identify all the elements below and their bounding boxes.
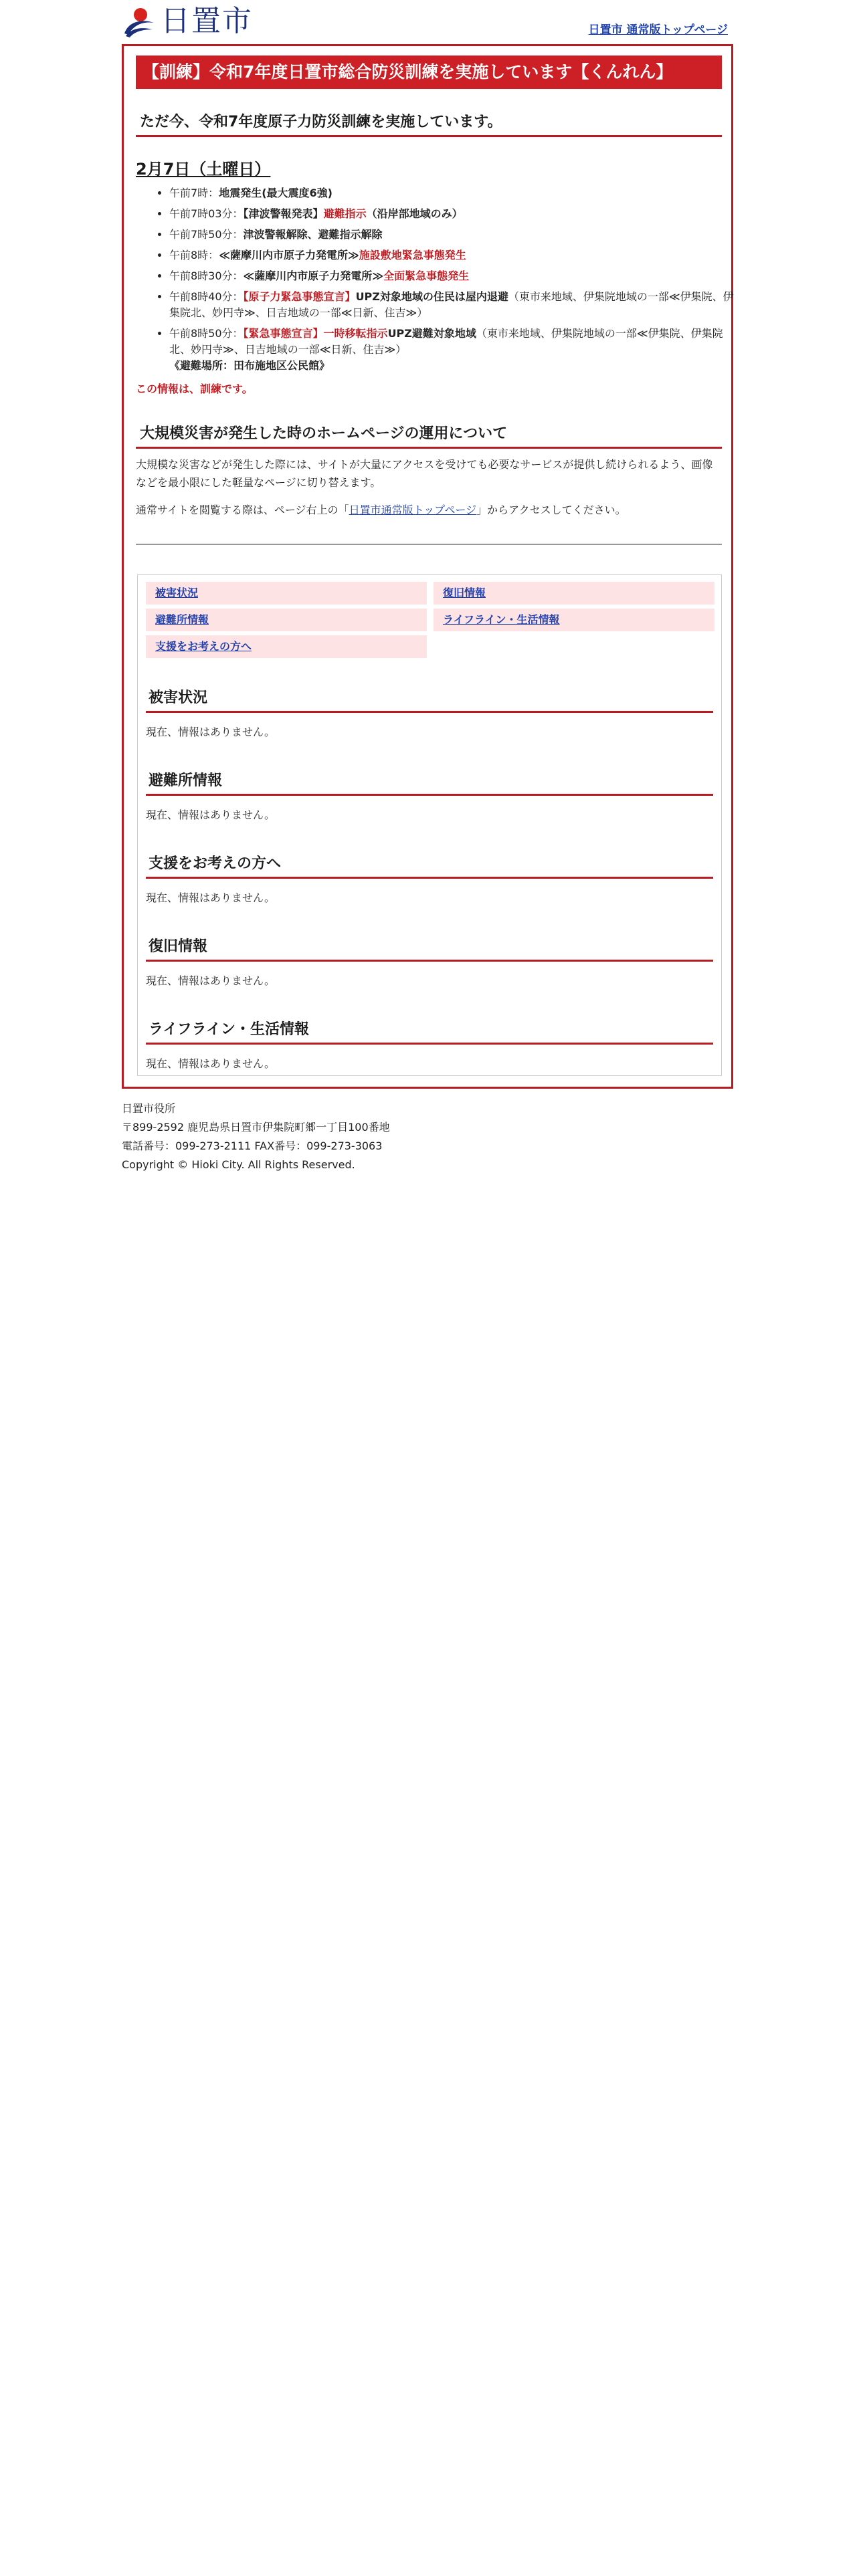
training-banner-title: 【訓練】令和7年度日置市総合防災訓練を実施しています【くんれん】 bbox=[136, 56, 722, 89]
recovery-section-heading: 復旧情報 bbox=[146, 935, 713, 962]
menu-damage-link[interactable]: 被害状況 bbox=[146, 582, 427, 605]
footer-copyright: Copyright © Hioki City. All Rights Reserved. bbox=[122, 1158, 355, 1171]
recovery-section-text: 現在、情報はありません。 bbox=[146, 974, 275, 987]
divider bbox=[136, 544, 722, 545]
timeline-item: • 午前8時40分：【原子力緊急事態宣言】UPZ対象地域の住民は屋内退避（東市来地域、伊集院地域の一部≪伊集院、伊集院北、妙円寺≫、日吉地域の一部≪日新、住吉≫） bbox=[169, 289, 738, 321]
operation-description: 大規模な災害などが発生した際には、サイトが大量にアクセスを受けても必要なサービスが提供し続けられるよう、画像などを最小限にした軽量なページに切り替えます。 bbox=[136, 458, 713, 489]
site-footer bbox=[122, 1099, 390, 1174]
shelter-section-text: 現在、情報はありません。 bbox=[146, 809, 275, 821]
menu-recovery-link[interactable]: 復旧情報 bbox=[434, 582, 714, 605]
timeline-item: • 午前8時50分：【緊急事態宣言】一時移転指示UPZ避難対象地域（東市来地域、伊集院地域の一部≪伊集院、伊集院北、妙円寺≫、日吉地域の一部≪日新、住吉≫） 《避難場所：田布施地区公民館》 bbox=[169, 326, 738, 374]
operation-instruction: 通常サイトを閲覧する際は、ページ右上の「日置市通常版トップページ」からアクセスしてください。 bbox=[136, 504, 626, 516]
footer-org-name: 日置市役所 bbox=[122, 1102, 176, 1115]
normal-site-link[interactable]: 日置市通常版トップページ bbox=[349, 504, 477, 516]
lifeline-section-heading: ライフライン・生活情報 bbox=[146, 1018, 713, 1045]
menu-lifeline-link[interactable]: ライフライン・生活情報 bbox=[434, 609, 714, 631]
drill-timeline bbox=[148, 185, 738, 379]
support-section-heading: 支援をお考えの方へ bbox=[146, 852, 713, 879]
menu-support-link[interactable]: 支援をお考えの方へ bbox=[146, 635, 427, 658]
disaster-info-box bbox=[137, 574, 722, 1076]
support-section-text: 現在、情報はありません。 bbox=[146, 891, 275, 904]
damage-section-heading: 被害状況 bbox=[146, 686, 713, 713]
site-logo[interactable] bbox=[122, 4, 253, 39]
damage-section-text: 現在、情報はありません。 bbox=[146, 726, 275, 738]
timeline-item: • 午前7時50分：津波警報解除、避難指示解除 bbox=[169, 227, 738, 243]
drill-status-heading: ただ今、令和7年度原子力防災訓練を実施しています。 bbox=[136, 110, 722, 137]
drill-date: 2月7日（土曜日） bbox=[136, 160, 271, 179]
timeline-item: • 午前7時03分：【津波警報発表】避難指示（沿岸部地域のみ） bbox=[169, 206, 738, 222]
shelter-section-heading: 避難所情報 bbox=[146, 769, 713, 796]
logo-text: 日置市 bbox=[161, 4, 253, 38]
operation-heading: 大規模災害が発生した時のホームページの運用について bbox=[136, 422, 722, 449]
footer-contact: 電話番号：099-273-2111 FAX番号：099-273-3063 bbox=[122, 1140, 383, 1152]
timeline-item: • 午前8時：≪薩摩川内市原子力発電所≫施設敷地緊急事態発生 bbox=[169, 247, 738, 263]
footer-address: 〒899-2592 鹿児島県日置市伊集院町郷一丁目100番地 bbox=[122, 1121, 390, 1134]
training-notice: この情報は、訓練です。 bbox=[136, 383, 253, 395]
normal-site-top-link[interactable]: 日置市 通常版トップページ bbox=[588, 23, 728, 37]
menu-shelter-link[interactable]: 避難所情報 bbox=[146, 609, 427, 631]
city-emblem-icon bbox=[122, 4, 157, 39]
emergency-content-frame bbox=[122, 44, 733, 1089]
timeline-item: • 午前7時：地震発生(最大震度6強) bbox=[169, 185, 738, 201]
timeline-item: • 午前8時30分：≪薩摩川内市原子力発電所≫全面緊急事態発生 bbox=[169, 268, 738, 284]
lifeline-section-text: 現在、情報はありません。 bbox=[146, 1057, 275, 1070]
